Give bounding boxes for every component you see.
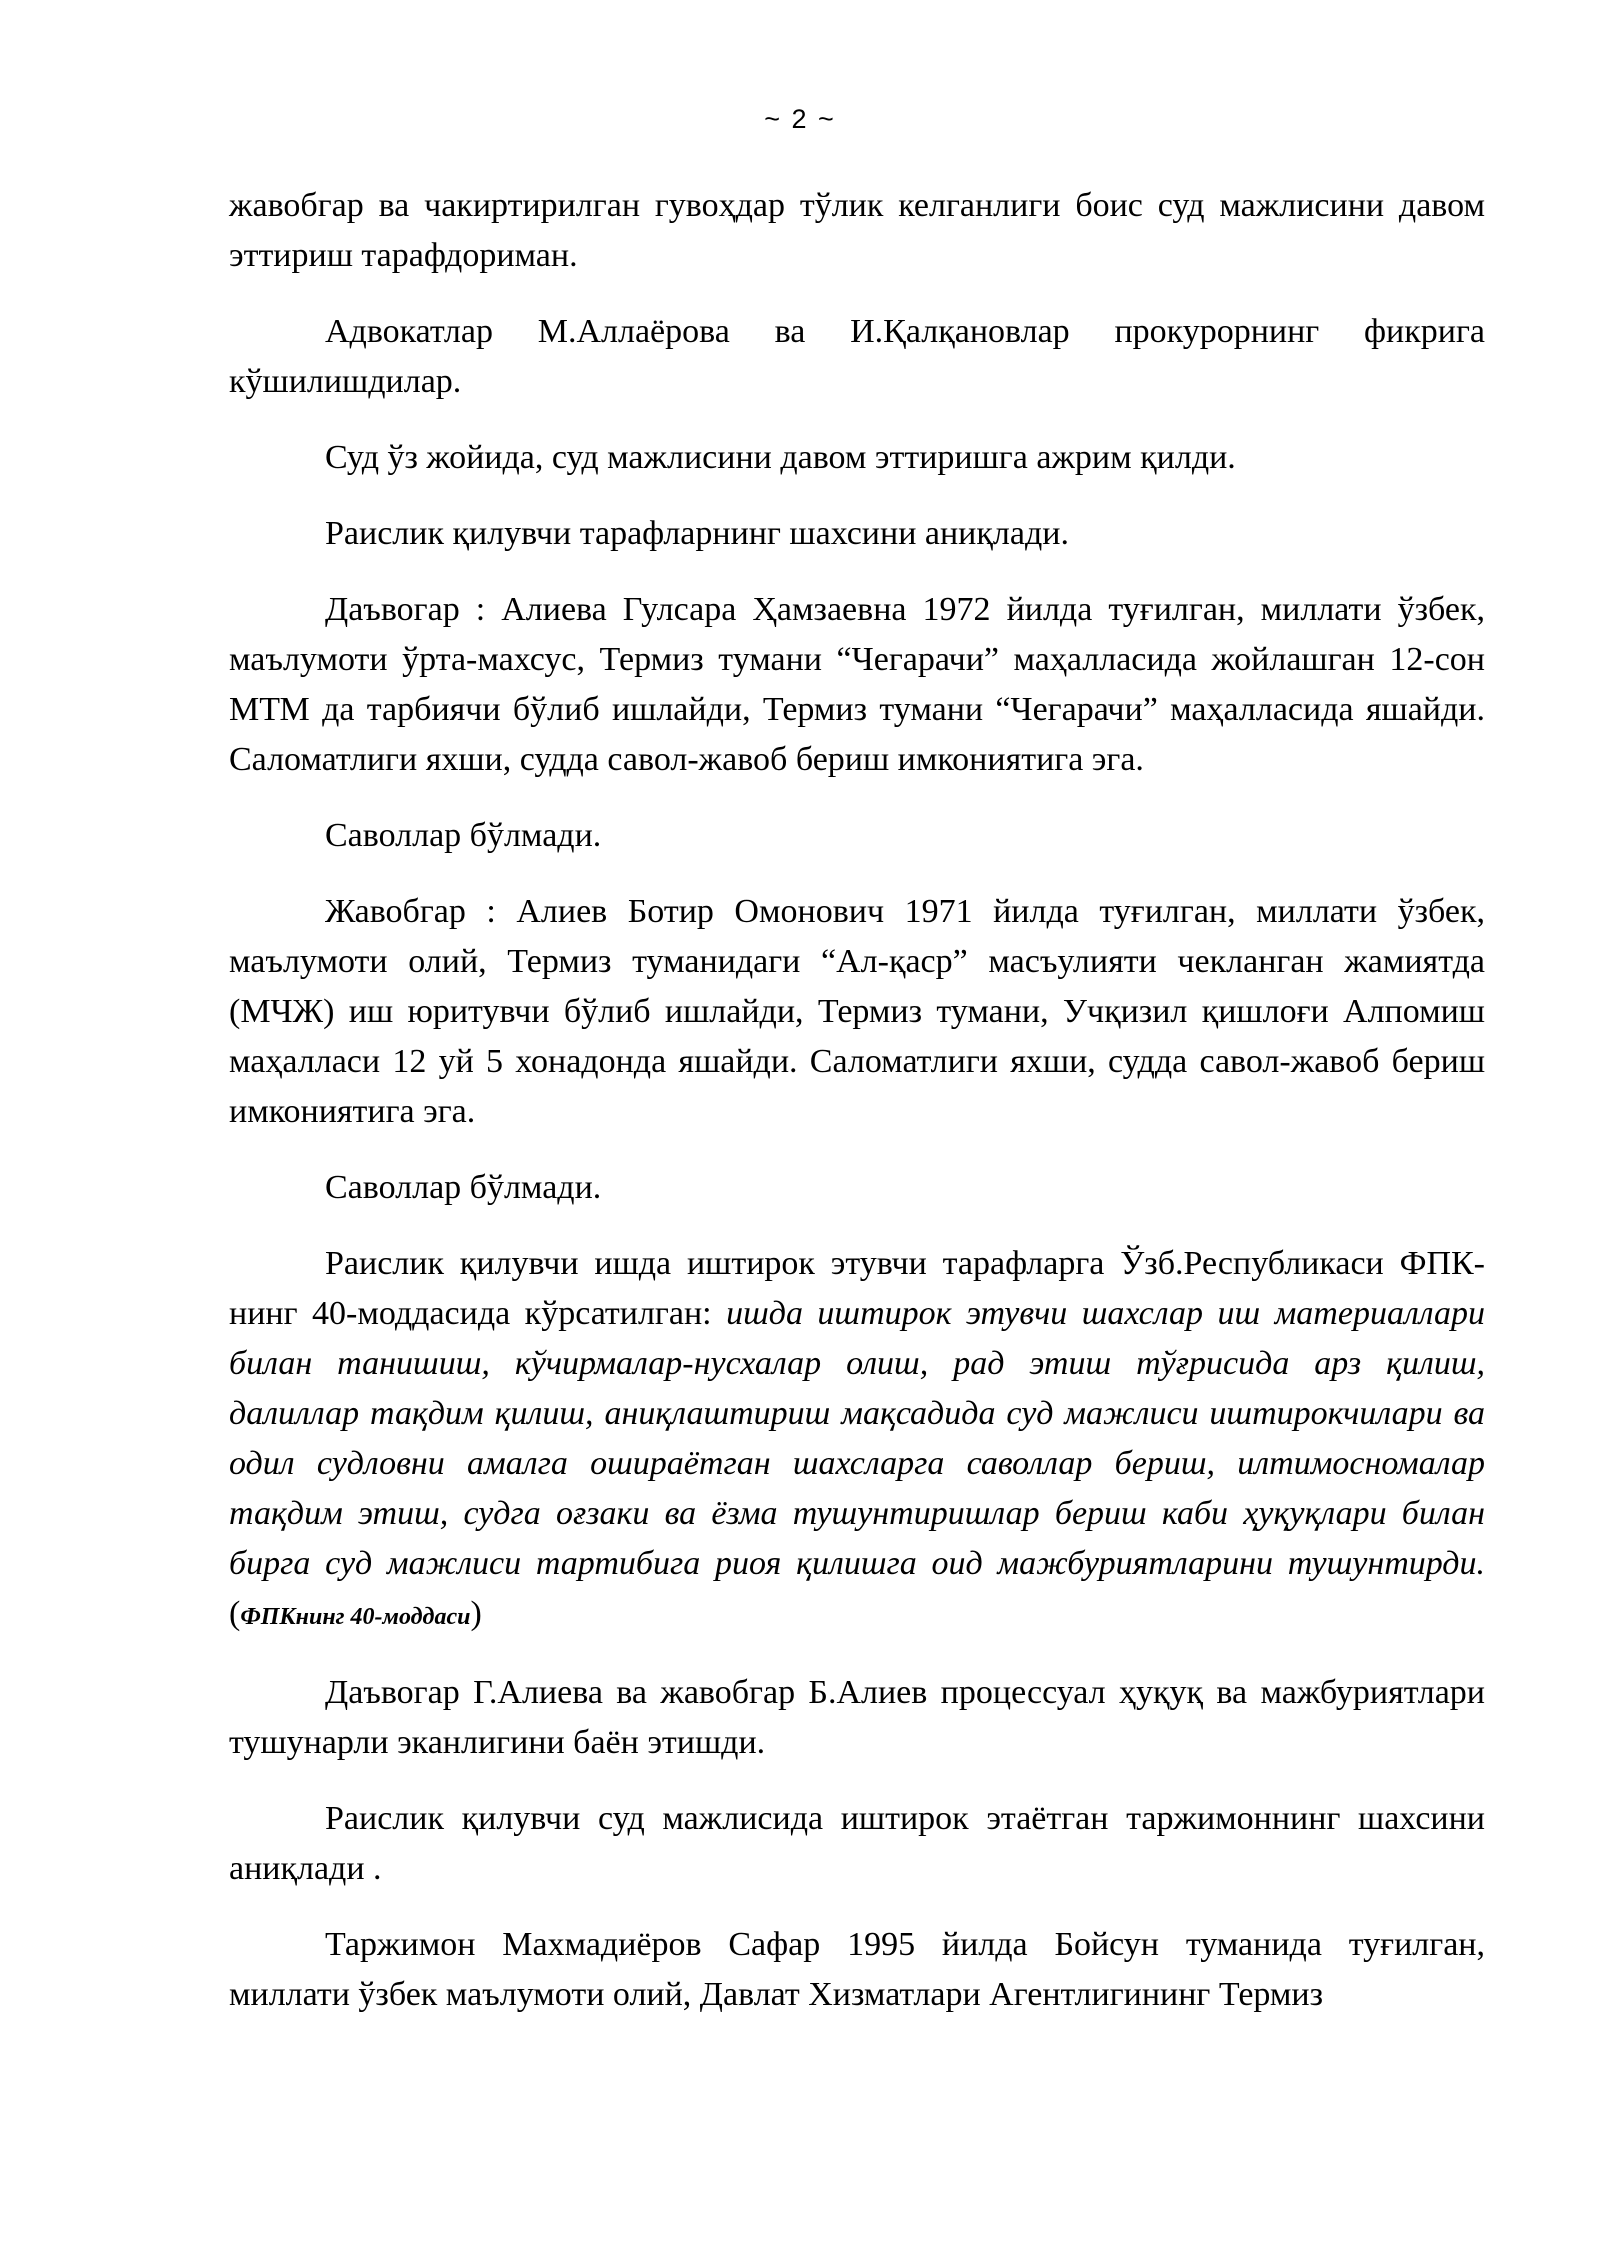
- paragraph-continuation: жавобгар ва чакиртирилган гувоҳдар тўлик келганлиги боис суд мажлисини давом эттириш тарафдориман.: [229, 187, 1485, 274]
- ref-close-paren: ): [470, 1595, 482, 1632]
- paragraph-rights-explained: [229, 1239, 1485, 1642]
- paragraph-translator: Таржимон Махмадиёров Сафар 1995 йилда Бойсун туманида туғилган, миллати ўзбек маълумоти олий, Давлат Хизматлари Агентлигининг Термиз: [229, 1926, 1485, 2013]
- paragraph-identify-translator: Раислик қилувчи суд мажлисида иштирок этаётган таржимоннинг шахсини аниқлади .: [229, 1800, 1485, 1887]
- paragraph-no-questions-2: Саволлар бўлмади.: [325, 1169, 602, 1206]
- paragraph-rights-understood: Даъвогар Г.Алиева ва жавобгар Б.Алиев процессуал ҳуқуқ ва мажбуриятлари тушунарли эканлигини баён этишди.: [229, 1674, 1485, 1761]
- ref-open-paren: (: [229, 1595, 241, 1632]
- page-number: ~ 2 ~: [764, 104, 836, 134]
- paragraph-advocates: Адвокатлар М.Аллаёрова ва И.Қалқановлар прокурорнинг фикрига кўшилишдилар.: [229, 313, 1485, 400]
- paragraph-plaintiff: Даъвогар : Алиева Гулсара Ҳамзаевна 1972 йилда туғилган, миллати ўзбек, маълумоти ўрта-махсус, Термиз тумани “Чегарачи” маҳалласида жойлашган 12-сон МТМ да тарбиячи бўлиб ишлайди, Термиз тумани “Чегарачи” маҳалласида яшайди. Саломатлиги яхши, судда савол-жавоб бериш имкониятига эга.: [229, 591, 1485, 778]
- article-reference: ФПКнинг 40-моддаси: [240, 1604, 471, 1630]
- paragraph-court-decision: Суд ўз жойида, суд мажлисини давом эттиришга ажрим қилди.: [325, 439, 1236, 476]
- document-body: [229, 181, 1485, 2046]
- paragraph-defendant: Жавобгар : Алиев Ботир Омонович 1971 йилда туғилган, миллати ўзбек, маълумоти олий, Термиз туманидаги “Ал-қаср” масъулияти чекланган жамиятда (МЧЖ) иш юритувчи бўлиб ишлайди, Термиз тумани, Учқизил қишлоғи Алпомиш маҳалласи 12 уй 5 хонадонда яшайди. Саломатлиги яхши, судда савол-жавоб бериш имкониятига эга.: [229, 893, 1485, 1130]
- paragraph-no-questions-1: Саволлар бўлмади.: [325, 817, 602, 854]
- rights-intro-text: Раислик қилувчи ишда иштирок этувчи тарафларга Ўзб.Республикаси ФПК-нинг 40-моддасида кўрсатилган:: [229, 1245, 1485, 1332]
- paragraph-identify-parties: Раислик қилувчи тарафларнинг шахсини аниқлади.: [325, 515, 1069, 552]
- rights-italic-text: ишда иштирок этувчи шахслар иш материаллари билан танишиш, кўчирмалар-нусхалар олиш, рад этиш тўғрисида арз қилиш, далиллар тақдим қилиш, аниқлаштириш мақсадида суд мажлиси иштирокчилари ва одил судловни амалга ошираётган шахсларга саволлар бериш, илтимосномалар тақдим этиш, судга оғзаки ва ёзма тушунтиришлар бериш каби ҳуқуқлари билан бирга суд мажлиси тартибига риоя қилишга оид мажбуриятларини тушунтирди.: [229, 1295, 1486, 1582]
